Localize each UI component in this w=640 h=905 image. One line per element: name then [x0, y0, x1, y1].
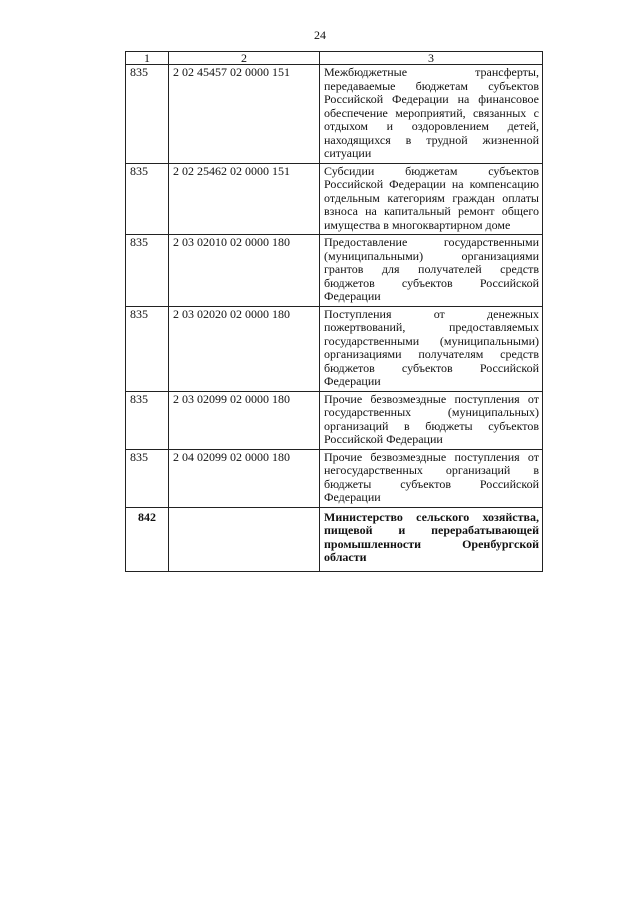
- table-row: [126, 306, 543, 391]
- column-header-3: 3: [320, 52, 543, 65]
- revenue-name-cell: Предоставление государственными (муниципальными) организациями грантов для получателей средств бюджетов субъектов Российской Федерации: [320, 235, 543, 307]
- budget-code-cell: [169, 507, 320, 571]
- table-header-row: [126, 52, 543, 65]
- ministry-name-cell: Министерство сельского хозяйства, пищевой и перерабатывающей промышленности Оренбургской области: [320, 507, 543, 571]
- admin-code-cell: 835: [126, 449, 169, 507]
- revenue-name-cell: Прочие безвозмездные поступления от негосударственных организаций в бюджеты субъектов Российской Федерации: [320, 449, 543, 507]
- revenue-name-cell: Поступления от денежных пожертвований, предоставляемых государственными (муниципальными) организациями получателям средств бюджетов субъектов Российской Федерации: [320, 306, 543, 391]
- admin-code-cell: 835: [126, 391, 169, 449]
- table-row: [126, 65, 543, 164]
- revenue-codes-table: [125, 51, 543, 572]
- column-header-1: 1: [126, 52, 169, 65]
- column-header-2: 2: [169, 52, 320, 65]
- budget-code-cell: 2 02 45457 02 0000 151: [169, 65, 320, 164]
- table-row: [126, 235, 543, 307]
- budget-code-cell: 2 02 25462 02 0000 151: [169, 163, 320, 235]
- revenue-name-cell: Прочие безвозмездные поступления от государственных (муниципальных) организаций в бюджеты субъектов Российской Федерации: [320, 391, 543, 449]
- table-row: [126, 163, 543, 235]
- admin-code-cell: 842: [126, 507, 169, 571]
- budget-code-cell: 2 03 02020 02 0000 180: [169, 306, 320, 391]
- revenue-name-cell: Межбюджетные трансферты, передаваемые бюджетам субъектов Российской Федерации на финансовое обеспечение мероприятий, связанных с отдыхом и оздоровлением детей, находящихся в трудной жизненной ситуации: [320, 65, 543, 164]
- budget-code-cell: 2 03 02010 02 0000 180: [169, 235, 320, 307]
- revenue-name-cell: Субсидии бюджетам субъектов Российской Федерации на компенсацию отдельным категориям граждан оплаты взноса на капитальный ремонт общего имущества в многоквартирном доме: [320, 163, 543, 235]
- budget-code-cell: 2 03 02099 02 0000 180: [169, 391, 320, 449]
- table-row: [126, 391, 543, 449]
- admin-code-cell: 835: [126, 65, 169, 164]
- table-row-ministry: [126, 507, 543, 571]
- admin-code-cell: 835: [126, 235, 169, 307]
- budget-code-cell: 2 04 02099 02 0000 180: [169, 449, 320, 507]
- admin-code-cell: 835: [126, 306, 169, 391]
- table-row: [126, 449, 543, 507]
- page-number: 24: [314, 28, 326, 42]
- admin-code-cell: 835: [126, 163, 169, 235]
